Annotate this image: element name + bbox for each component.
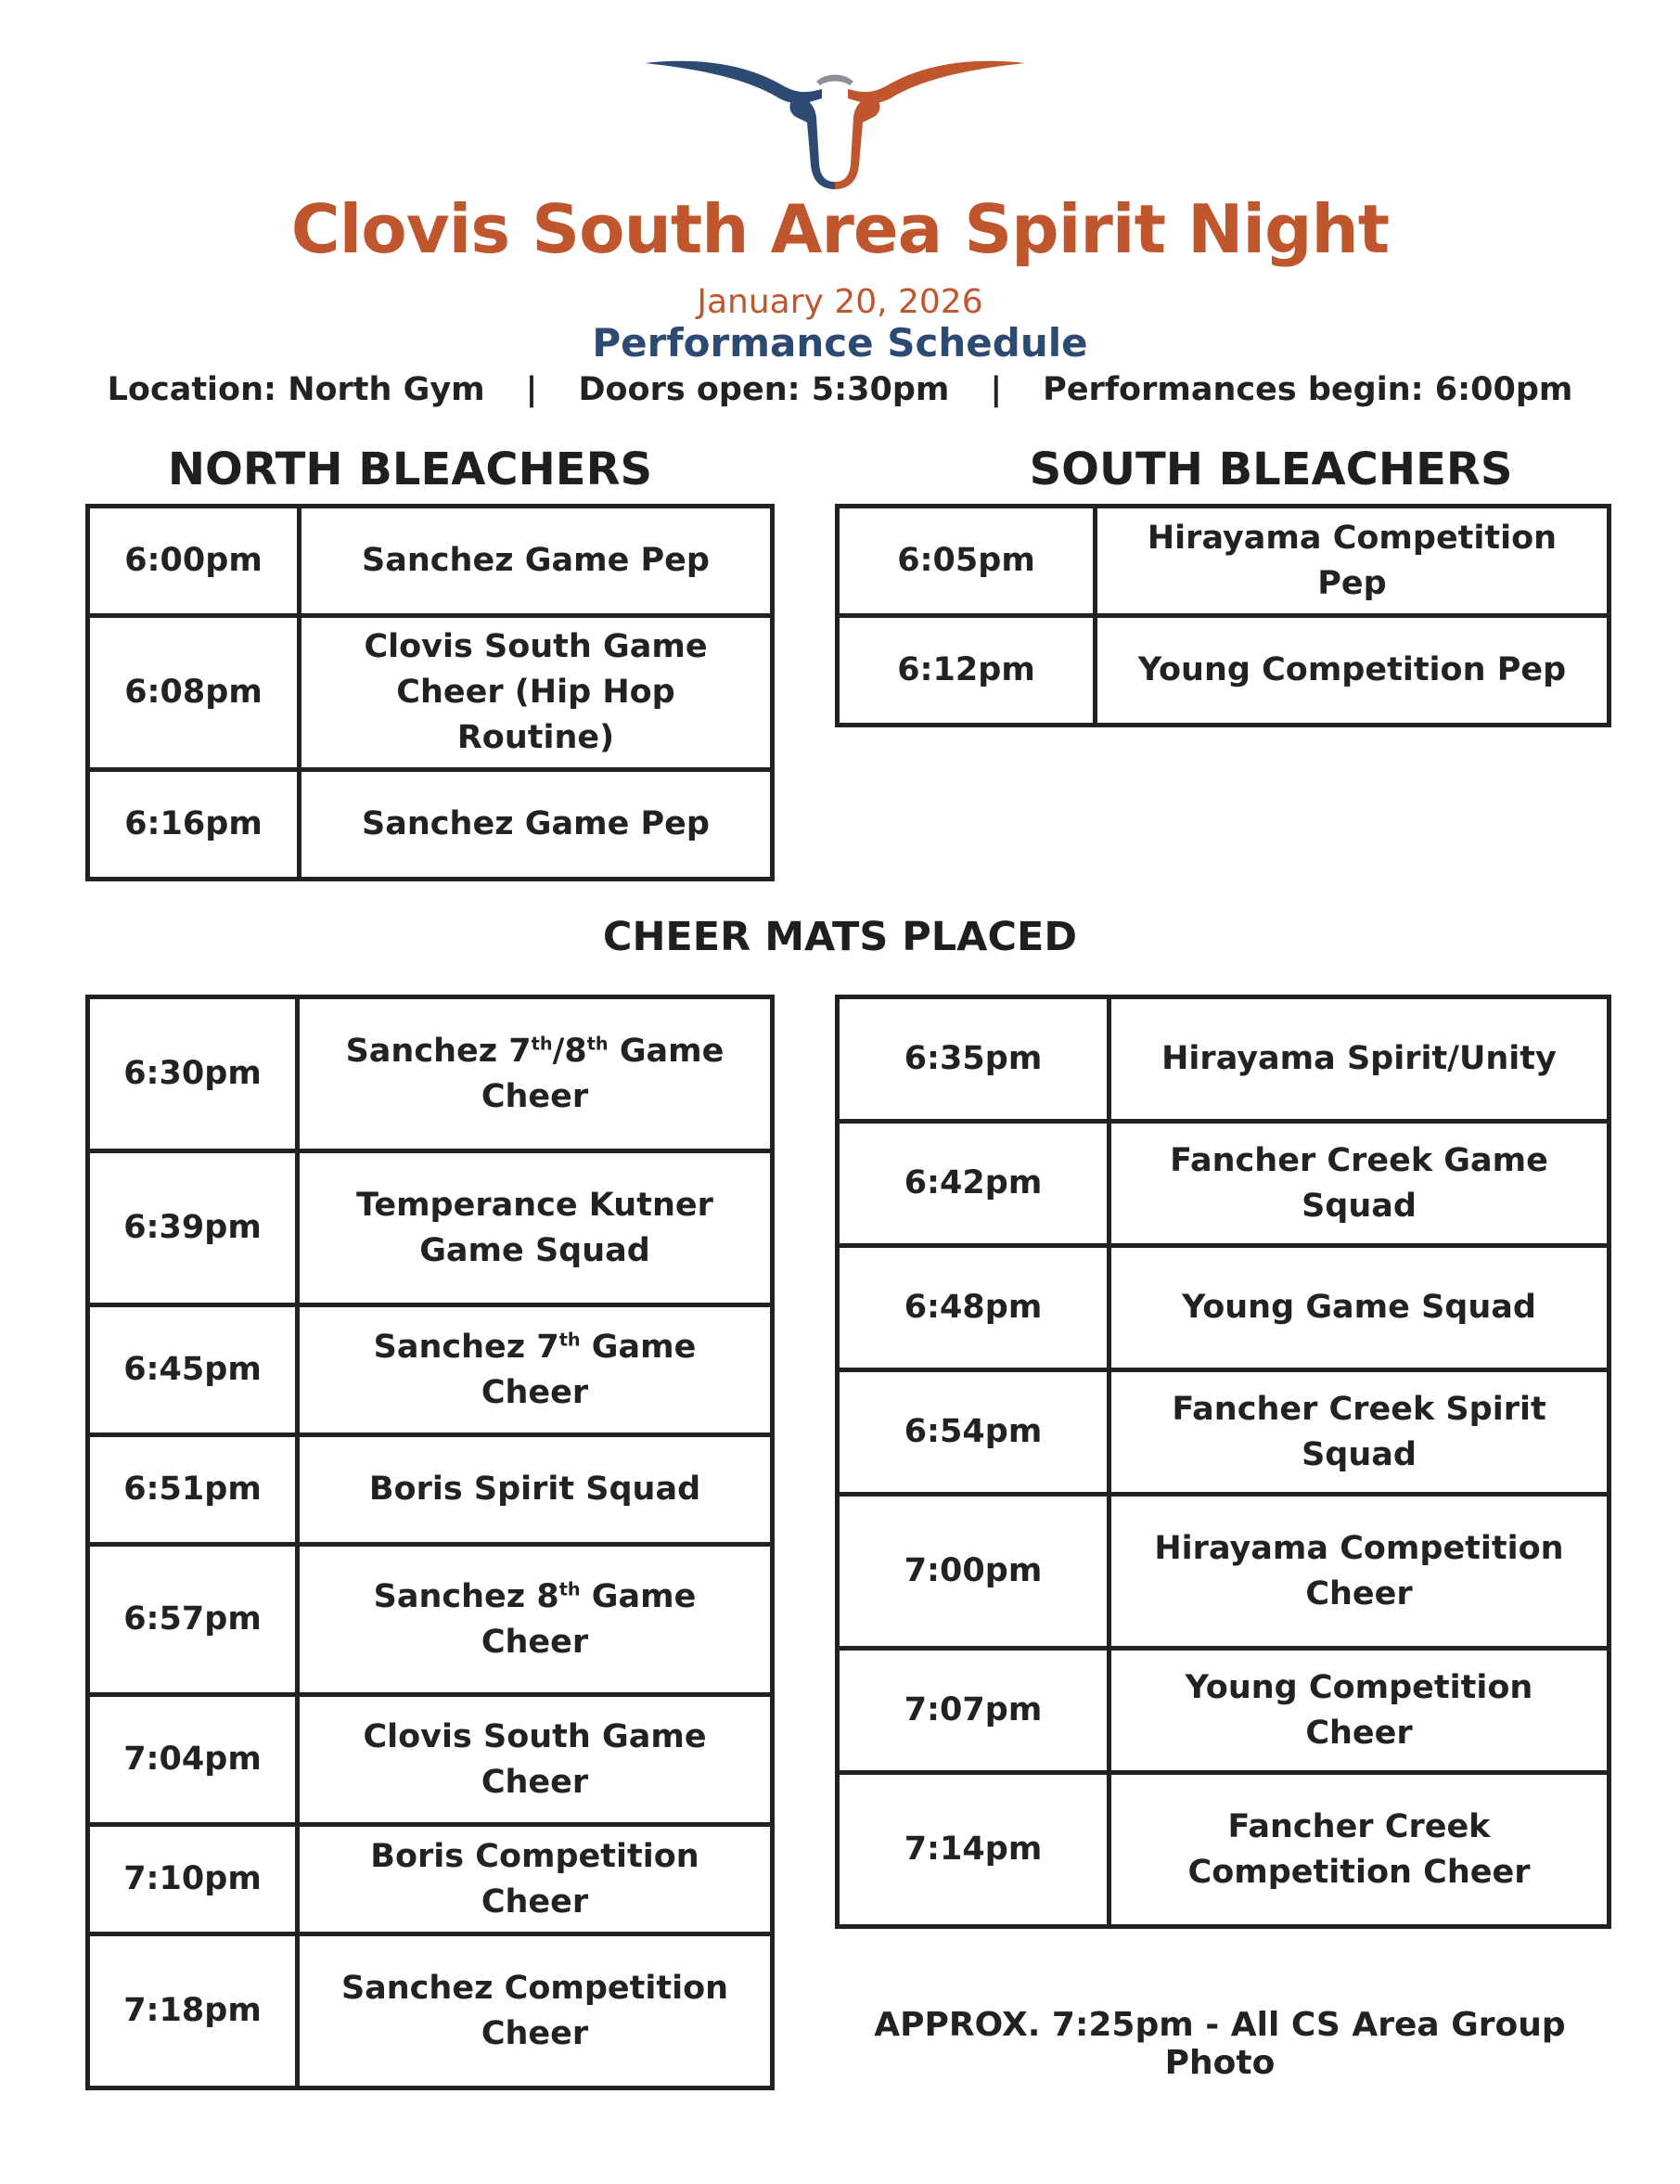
schedule-row bbox=[838, 1122, 1609, 1246]
event-cell: Young Game Squad bbox=[1109, 1246, 1609, 1370]
location-text: Location: North Gym bbox=[107, 371, 485, 408]
schedule-row bbox=[88, 1934, 773, 2088]
event-cell: Boris Competition Cheer bbox=[298, 1825, 773, 1934]
time-cell: 7:14pm bbox=[838, 1773, 1109, 1927]
south-bleachers-table bbox=[835, 504, 1611, 727]
schedule-row bbox=[88, 1151, 773, 1305]
event-cell: Fancher Creek Competition Cheer bbox=[1109, 1773, 1609, 1927]
time-cell: 6:45pm bbox=[88, 1305, 298, 1435]
begin-text: Performances begin: 6:00pm bbox=[1043, 371, 1573, 408]
schedule-row bbox=[88, 1435, 773, 1545]
event-cell: Hirayama Competition Pep bbox=[1096, 507, 1609, 616]
event-cell: Sanchez Game Pep bbox=[300, 770, 773, 880]
doors-text: Doors open: 5:30pm bbox=[578, 371, 950, 408]
time-cell: 6:12pm bbox=[838, 616, 1096, 726]
time-cell: 7:07pm bbox=[838, 1649, 1109, 1773]
time-cell: 6:30pm bbox=[88, 997, 298, 1151]
time-cell: 6:16pm bbox=[88, 770, 300, 880]
schedule-row bbox=[88, 1825, 773, 1934]
event-cell: Sanchez 7th/8th Game Cheer bbox=[298, 997, 773, 1151]
time-cell: 6:00pm bbox=[88, 507, 300, 616]
event-cell: Young Competition Pep bbox=[1096, 616, 1609, 726]
event-cell: Hirayama Competition Cheer bbox=[1109, 1495, 1609, 1649]
event-cell: Sanchez Game Pep bbox=[300, 507, 773, 616]
event-cell: Sanchez Competition Cheer bbox=[298, 1934, 773, 2088]
north-bleachers-heading: NORTH BLEACHERS bbox=[167, 443, 653, 495]
event-info-line bbox=[0, 371, 1680, 408]
event-cell: Hirayama Spirit/Unity bbox=[1109, 997, 1609, 1122]
schedule-row bbox=[88, 1305, 773, 1435]
schedule-row bbox=[838, 1246, 1609, 1370]
page-subtitle: Performance Schedule bbox=[592, 320, 1088, 366]
time-cell: 6:08pm bbox=[88, 616, 300, 770]
separator: | bbox=[525, 371, 538, 408]
schedule-row bbox=[838, 1649, 1609, 1773]
schedule-row bbox=[88, 616, 773, 770]
event-date: January 20, 2026 bbox=[697, 283, 983, 321]
schedule-row bbox=[838, 507, 1609, 616]
event-cell: Sanchez 7th Game Cheer bbox=[298, 1305, 773, 1435]
north-bleachers-table bbox=[85, 504, 775, 881]
cheer-mats-heading: CHEER MATS PLACED bbox=[602, 914, 1078, 960]
time-cell: 6:51pm bbox=[88, 1435, 298, 1545]
time-cell: 6:48pm bbox=[838, 1246, 1109, 1370]
schedule-row bbox=[88, 997, 773, 1151]
schedule-row bbox=[88, 770, 773, 880]
page-title: Clovis South Area Spirit Night bbox=[290, 190, 1390, 268]
schedule-row bbox=[838, 616, 1609, 726]
time-cell: 7:10pm bbox=[88, 1825, 298, 1934]
time-cell: 7:00pm bbox=[838, 1495, 1109, 1649]
separator: | bbox=[990, 371, 1003, 408]
event-cell: Clovis South Game Cheer bbox=[298, 1695, 773, 1825]
event-cell: Sanchez 8th Game Cheer bbox=[298, 1545, 773, 1695]
event-cell: Fancher Creek Game Squad bbox=[1109, 1122, 1609, 1246]
time-cell: 7:04pm bbox=[88, 1695, 298, 1825]
event-cell: Boris Spirit Squad bbox=[298, 1435, 773, 1545]
schedule-row bbox=[838, 1370, 1609, 1495]
time-cell: 6:42pm bbox=[838, 1122, 1109, 1246]
schedule-row bbox=[88, 507, 773, 616]
time-cell: 6:35pm bbox=[838, 997, 1109, 1122]
time-cell: 6:05pm bbox=[838, 507, 1096, 616]
time-cell: 6:57pm bbox=[88, 1545, 298, 1695]
event-cell: Clovis South Game Cheer (Hip Hop Routine) bbox=[300, 616, 773, 770]
event-cell: Young Competition Cheer bbox=[1109, 1649, 1609, 1773]
schedule-row bbox=[838, 997, 1609, 1122]
schedule-row bbox=[88, 1545, 773, 1695]
cheer-mats-right-table bbox=[835, 995, 1611, 1929]
cheer-mats-left-table bbox=[85, 995, 775, 2090]
time-cell: 7:18pm bbox=[88, 1934, 298, 2088]
schedule-row bbox=[88, 1695, 773, 1825]
schedule-row bbox=[838, 1495, 1609, 1649]
time-cell: 6:54pm bbox=[838, 1370, 1109, 1495]
event-cell: Fancher Creek Spirit Squad bbox=[1109, 1370, 1609, 1495]
group-photo-note: APPROX. 7:25pm - All CS Area Group Photo bbox=[874, 2006, 1566, 2082]
south-bleachers-heading: SOUTH BLEACHERS bbox=[1029, 443, 1513, 495]
longhorn-logo-icon bbox=[640, 56, 1030, 195]
time-cell: 6:39pm bbox=[88, 1151, 298, 1305]
schedule-row bbox=[838, 1773, 1609, 1927]
event-cell: Temperance Kutner Game Squad bbox=[298, 1151, 773, 1305]
